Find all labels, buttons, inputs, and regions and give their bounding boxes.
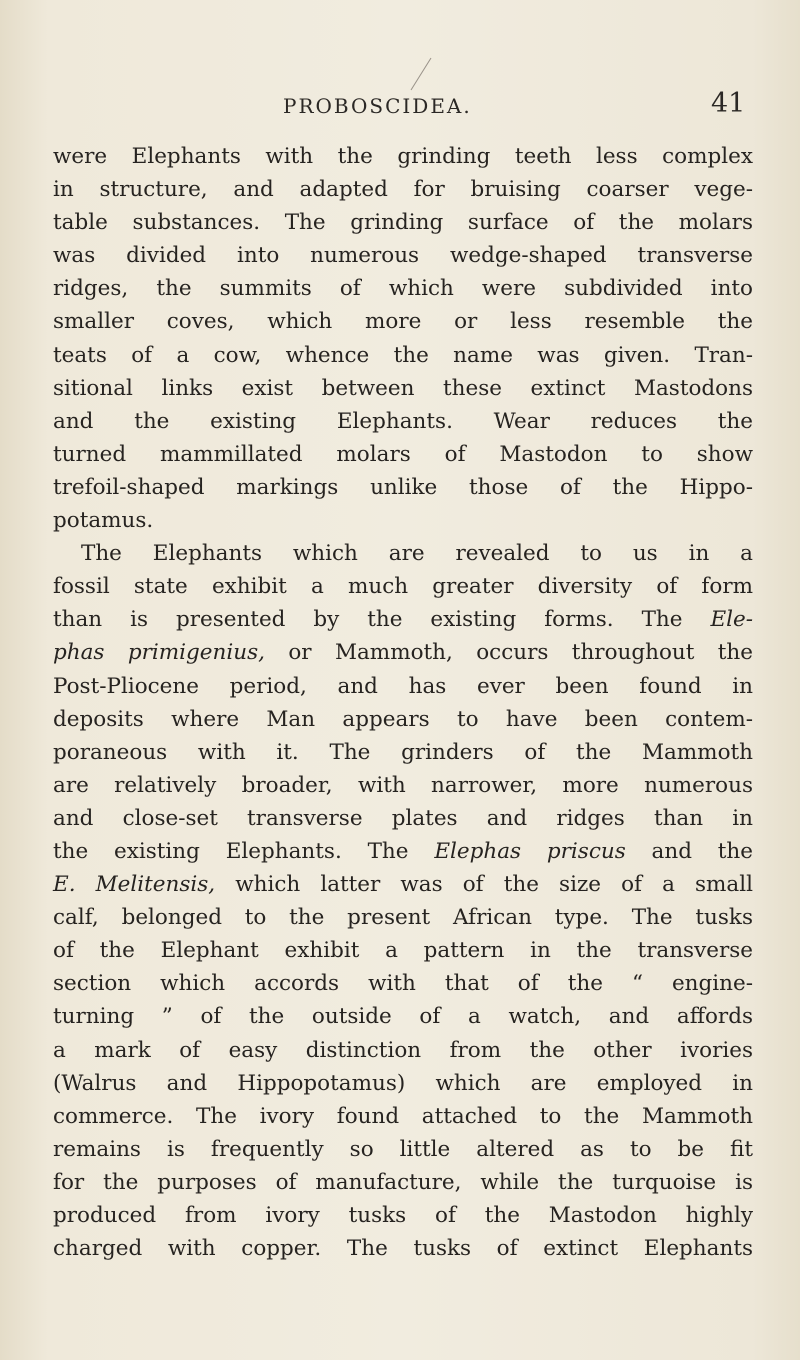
- text-line: of the Elephant exhibit a pattern in the transverse: [53, 938, 753, 964]
- text-line: was divided into numerous wedge-shaped transverse: [53, 243, 753, 269]
- text-line: fossil state exhibit a much greater diversity of form: [53, 574, 753, 600]
- species-name-italic: Elephas priscus: [434, 838, 626, 864]
- page-header: [0, 88, 800, 128]
- text-line: and close-set transverse plates and ridges than in: [53, 805, 753, 831]
- text-line: calf, belonged to the present African type. The tusks: [53, 905, 753, 931]
- text-line: smaller coves, which more or less resemble the: [53, 309, 753, 335]
- text-line: [53, 835, 753, 868]
- text-line: poraneous with it. The grinders of the Mammoth: [53, 739, 753, 765]
- body-text: [53, 140, 753, 1265]
- pencil-mark-icon: [405, 56, 435, 94]
- page-number: 41: [711, 88, 746, 119]
- species-name-italic: Ele-: [710, 607, 753, 633]
- species-name-italic: phas primigenius,: [53, 640, 265, 666]
- text-line: in structure, and adapted for bruising coarser vege-: [53, 177, 753, 203]
- text-line: sitional links exist between these extinct Mastodons: [53, 375, 753, 401]
- text-line: a mark of easy distinction from the other ivories: [53, 1037, 753, 1063]
- text-line: [53, 636, 753, 669]
- text-line: produced from ivory tusks of the Mastodon highly: [53, 1203, 753, 1228]
- text-line: potamus.: [53, 508, 154, 534]
- text-line: for the purposes of manufacture, while the turquoise is: [53, 1169, 753, 1195]
- paragraph-start-line: The Elephants which are revealed to us in a: [81, 541, 753, 567]
- text-line: deposits where Man appears to have been contem-: [53, 706, 753, 732]
- text-line: (Walrus and Hippopotamus) which are employed in: [53, 1070, 753, 1096]
- line-text: which latter was of the size of a small: [215, 872, 753, 898]
- text-line: remains is frequently so little altered as to be fit: [53, 1136, 753, 1162]
- line-text: and the: [625, 838, 753, 864]
- species-name-italic: E. Melitensis,: [53, 872, 216, 898]
- text-line: turned mammillated molars of Mastodon to show: [53, 441, 753, 467]
- text-line: table substances. The grinding surface of the molars: [53, 210, 753, 236]
- text-line: [53, 603, 753, 636]
- text-line: and the existing Elephants. Wear reduces the: [53, 408, 753, 434]
- text-line: section which accords with that of the “ engine-: [53, 971, 753, 997]
- text-line: charged with copper. The tusks of extinct Elephants: [53, 1236, 753, 1262]
- running-head: PROBOSCIDEA.: [283, 94, 472, 118]
- line-text: the existing Elephants. The: [53, 838, 409, 864]
- text-line: were Elephants with the grinding teeth less complex: [53, 144, 753, 169]
- line-text: than is presented by the existing forms. The: [53, 607, 683, 633]
- text-line: commerce. The ivory found attached to the Mammoth: [53, 1103, 753, 1129]
- text-line: turning ” of the outside of a watch, and affords: [53, 1004, 753, 1030]
- line-text: or Mammoth, occurs throughout the: [264, 640, 753, 666]
- text-line: ridges, the summits of which were subdivided into: [53, 276, 753, 302]
- text-line: teats of a cow, whence the name was given. Tran-: [53, 342, 753, 368]
- text-line: are relatively broader, with narrower, more numerous: [53, 772, 753, 798]
- text-line: Post-Pliocene period, and has ever been found in: [53, 673, 753, 699]
- text-line: [53, 868, 753, 901]
- text-line: trefoil-shaped markings unlike those of the Hippo-: [53, 474, 753, 500]
